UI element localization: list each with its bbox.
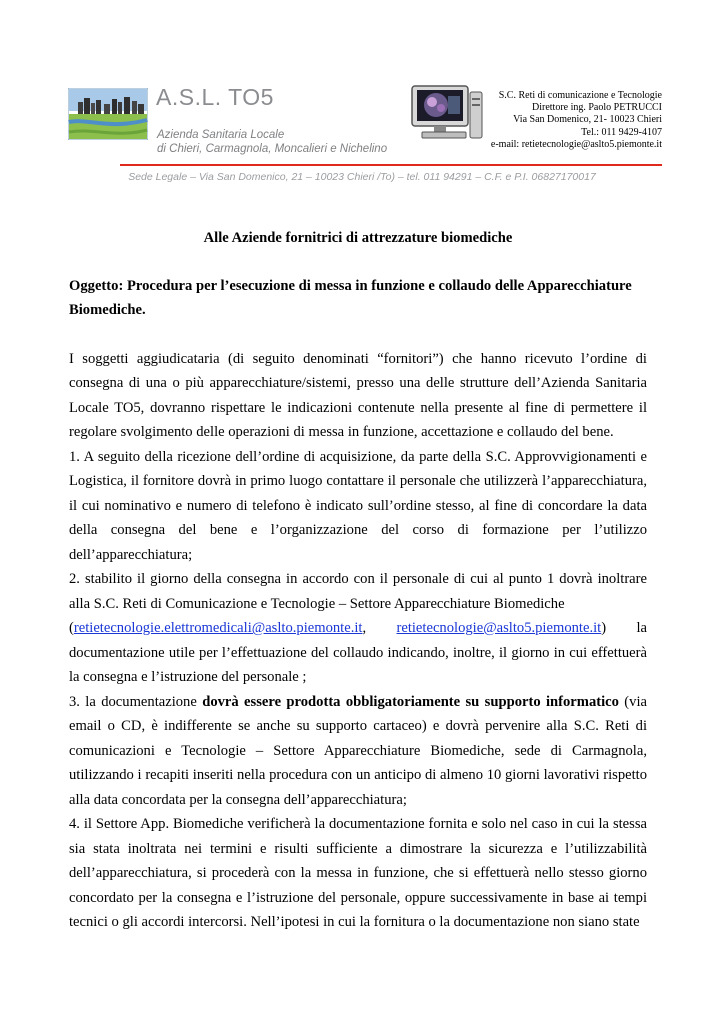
- sede-legale: Sede Legale – Via San Domenico, 21 – 10023 Chieri /To) – tel. 011 94291 – C.F. e P.I. 06827170017: [128, 171, 596, 183]
- asl-subtitle-line-1: Azienda Sanitaria Locale: [157, 129, 285, 141]
- department-name: S.C. Reti di comunicazione e Tecnologie: [498, 90, 662, 101]
- article-la: la: [636, 620, 647, 636]
- asl-logo: [68, 88, 148, 140]
- point-3: [69, 690, 647, 813]
- header-divider: [120, 164, 662, 166]
- department-contact-block: [491, 90, 662, 151]
- asl-title: A.S.L. TO5: [156, 84, 274, 110]
- department-phone: Tel.: 011 9429-4107: [581, 126, 662, 138]
- intro-paragraph: I soggetti aggiudicataria (di seguito denominati “fornitori”) che hanno ricevuto l’ordine di consegna di una o più apparecchiature/sistemi, presso una delle strutture dell’Azienda Sanitaria Locale TO5, dovranno rispettare le indicazioni contenute nella presente al fine di permettere il regolare svolgimento delle operazioni di messa in funzione, accettazione e collaudo del bene.: [69, 350, 647, 440]
- point-4: 4. il Settore App. Biomediche verificherà la documentazione fornita e solo nel caso in cui la stessa sia stata inoltrata nei termini e risulti sufficiente a dimostrare la sicurezza e l’utilizzabilità dell’apparecchiatura, si procederà con la messa in funzione, che si effettuerà nello stesso giorno concordato per la consegna e l’istruzione del personale, oppure successivamente in base ai tempi tecnici o gli accordi intercorsi. Nell’ipotesi in cui la fornitura o la documentazione non siano state: [69, 816, 647, 930]
- point-1: 1. A seguito della ricezione dell’ordine di acquisizione, da parte della S.C. Approvvigionamenti e Logistica, il fornitore dovrà in primo luogo contattare il personale che utilizzerà l’apparecchiatura, il cui nominativo e numero di telefono è indicato sull’ordine stesso, al fine di concordare la data della consegna del bene e l’organizzazione del corso di formazione per l’utilizzo dell’apparecchiatura;: [69, 448, 647, 563]
- point-2-email-row: [69, 616, 647, 641]
- asl-subtitle-line-2: di Chieri, Carmagnola, Moncalieri e Nichelino: [157, 143, 388, 155]
- letterhead: [0, 0, 724, 200]
- email-group-1: [69, 616, 366, 641]
- point-2: [69, 567, 647, 616]
- point-3-end: (via email o CD, è indifferente se anche su supporto cartaceo) e dovrà pervenire alla S.C. Reti di comunicazioni e Tecnologie – Settore Apparecchiature Biomediche, sede di Carmagnola, utilizzando i recapiti inseriti nella procedura con un anticipo di almeno 10 giorni lavorativi rispetto alla data concordata per la consegna dell’apparecchiatura;: [69, 693, 647, 808]
- paren-close: ): [601, 620, 607, 636]
- department-address: Via San Domenico, 21- 10023 Chieri: [513, 114, 662, 126]
- department-director: Direttore ing. Paolo PETRUCCI: [532, 102, 662, 114]
- email-group-2: [396, 616, 606, 641]
- email-link-elettromedicali[interactable]: retietecnologie.elettromedicali@aslto.piemonte.it: [73, 620, 363, 636]
- recipients: Alle Aziende fornitrici di attrezzature biomediche: [203, 230, 513, 246]
- asl-subtitle: [157, 128, 387, 156]
- point-2-end: documentazione utile per l’effettuazione del collaudo indicando, inoltre, il giorno in cui effettuerà la consegna e l’istruzione del personale ;: [69, 644, 647, 685]
- letter-body: [69, 226, 647, 935]
- computer-icon: [408, 84, 484, 144]
- department-email[interactable]: e-mail: retietecnologie@aslto5.piemonte.it: [490, 138, 662, 150]
- subject: Oggetto: Procedura per l’esecuzione di messa in funzione e collaudo delle Apparecchiature Biomediche.: [69, 277, 632, 318]
- paren-open: (: [69, 620, 74, 636]
- point-3-bold: dovrà essere prodotta obbligatoriamente su supporto informatico: [202, 693, 619, 710]
- point-2-text: 2. stabilito il giorno della consegna in accordo con il personale di cui al punto 1 dovrà inoltrare alla S.C. Reti di Comunicazione e Tecnologie – Settore Apparecchiature Biomediche: [69, 571, 647, 612]
- point-3-start: 3. la documentazione: [69, 693, 203, 710]
- email-link-retietecnologie[interactable]: retietecnologie@aslto5.piemonte.it: [396, 620, 602, 636]
- comma: ,: [362, 620, 367, 636]
